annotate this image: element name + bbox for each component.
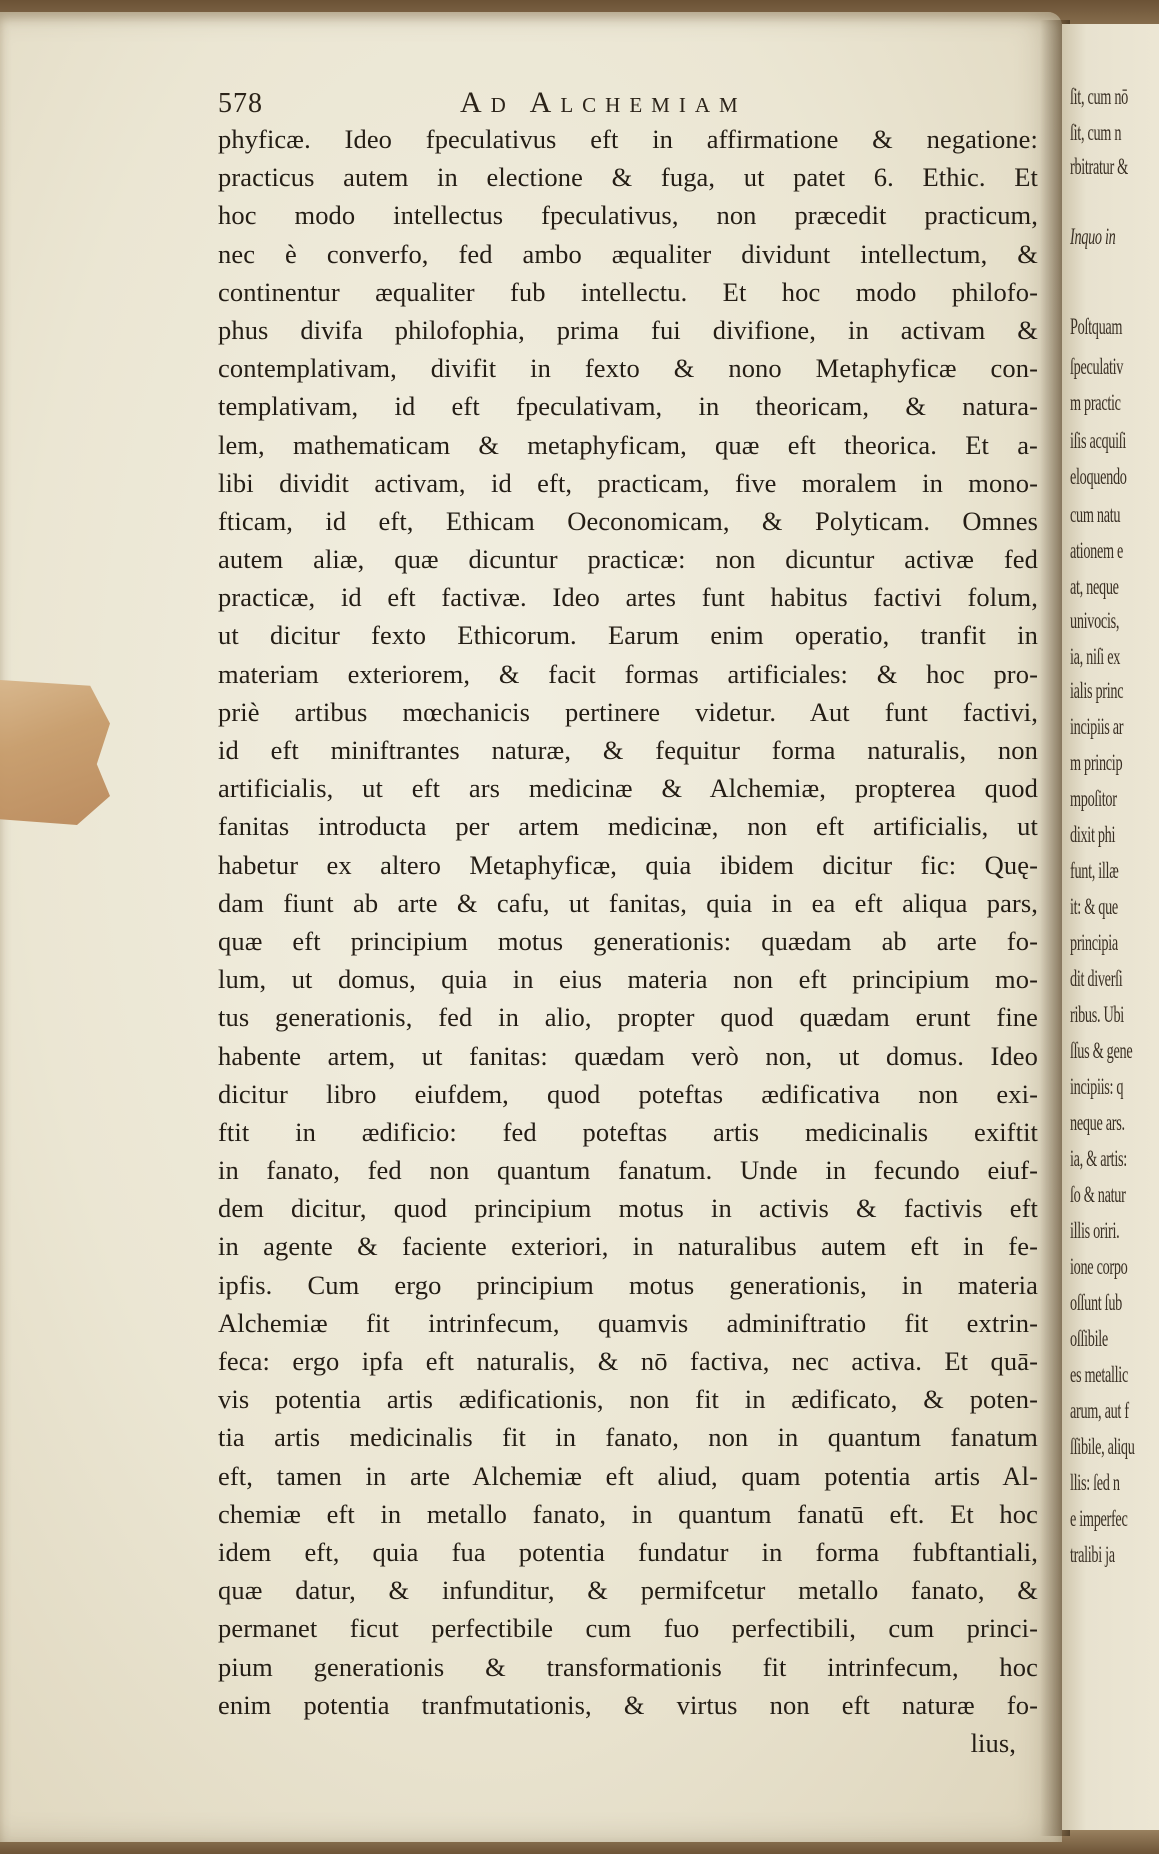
- facing-page-line: ationem e: [1070, 538, 1124, 563]
- text-line: dem dicitur, quod principium motus in activis & factivis eft: [218, 1193, 1038, 1224]
- facing-page-line: llis: ſed n: [1070, 1470, 1120, 1495]
- running-head: [0, 84, 1062, 124]
- facing-page-line: ia, & artis:: [1070, 1146, 1127, 1171]
- facing-page-line: tralibi ja: [1070, 1542, 1115, 1567]
- facing-page-line: m practic: [1070, 390, 1121, 415]
- text-line: enim potentia tranfmutationis, & virtus non eft naturæ fo-: [218, 1689, 1038, 1720]
- facing-page-line: ſo & natur: [1070, 1182, 1126, 1207]
- facing-page-line: ſit, cum nō: [1070, 84, 1128, 109]
- facing-page-line: ſſibile, aliqu: [1070, 1434, 1135, 1459]
- facing-page-line: incipiis: q: [1070, 1074, 1124, 1099]
- text-line: lum, ut domus, quia in eius materia non eft principium mo-: [218, 964, 1038, 995]
- text-line: contemplativam, divifit in fexto & nono Metaphyficæ con-: [218, 353, 1038, 384]
- text-line: materiam exteriorem, & facit formas artificiales: & hoc pro-: [218, 658, 1038, 689]
- text-line: in agente & faciente exteriori, in naturalibus autem eft in fe-: [218, 1231, 1038, 1262]
- text-line: dam fiunt ab arte & cafu, ut fanitas, quia in ea eft aliqua pars,: [218, 887, 1038, 918]
- facing-page-line: dit diverſi: [1070, 966, 1123, 991]
- text-line: phyficæ. Ideo fpeculativus eft in affirmatione & negatione:: [218, 124, 1038, 154]
- text-line: ipfis. Cum ergo principium motus generationis, in materia: [218, 1269, 1038, 1300]
- text-line: fanitas introducta per artem medicinæ, non eft artificialis, ut: [218, 811, 1038, 842]
- text-line: pium generationis & transformationis fit intrinfecum, hoc: [218, 1651, 1038, 1682]
- text-line: vis potentia artis ædificationis, non fit in ædificato, & poten-: [218, 1384, 1038, 1415]
- facing-page-line: Inquo in: [1070, 224, 1116, 249]
- facing-page-line: funt, illæ: [1070, 858, 1119, 883]
- text-line: Alchemiæ fit intrinfecum, quamvis adminiftratio fit extrin-: [218, 1307, 1038, 1338]
- facing-page-line: it: & que: [1070, 894, 1118, 919]
- text-line: lius,: [970, 1727, 1016, 1758]
- text-line: id eft miniftrantes naturæ, & fequitur forma naturalis, non: [218, 735, 1038, 765]
- facing-page-line: iſis acquiſi: [1070, 428, 1127, 453]
- facing-page-line: oſſunt ſub: [1070, 1290, 1122, 1315]
- text-line: chemiæ eft in metallo fanato, in quantum fanatū eft. Et hoc: [218, 1498, 1038, 1529]
- page-number: 578: [218, 88, 263, 119]
- text-line: lem, mathematicam & metaphyficam, quæ eft theorica. Et a-: [218, 429, 1038, 460]
- text-line: idem eft, quia fua potentia fundatur in forma fubftantiali,: [218, 1536, 1038, 1567]
- facing-page-line: at, neque: [1070, 574, 1119, 599]
- text-line: habente artem, ut fanitas: quædam verò non, ut domus. Ideo: [218, 1040, 1038, 1071]
- text-line: quæ datur, & infunditur, & permifcetur metallo fanato, &: [218, 1575, 1038, 1606]
- text-line: autem aliæ, quæ dicuntur practicæ: non dicuntur activæ fed: [218, 544, 1038, 575]
- text-line: ftit in ædificio: fed poteftas artis medicinalis exiftit: [218, 1116, 1038, 1147]
- text-line: hoc modo intellectus fpeculativus, non præcedit practicum,: [218, 200, 1038, 231]
- text-line: nec è converfo, fed ambo æqualiter dividunt intellectum, &: [218, 238, 1038, 269]
- text-line: ut dicitur fexto Ethicorum. Earum enim operatio, tranfit in: [218, 620, 1038, 651]
- text-line: templativam, id eft fpeculativam, in theoricam, & natura-: [218, 391, 1038, 422]
- facing-page-line: rbitratur &: [1070, 154, 1128, 179]
- header-title: Ad Alchemiam: [460, 86, 747, 119]
- facing-page-line: cum natu: [1070, 502, 1121, 527]
- facing-page-line: ſit, cum n: [1070, 120, 1122, 145]
- facing-page-line: es metallic: [1070, 1362, 1128, 1387]
- facing-page-line: ribus. Ubi: [1070, 1002, 1124, 1027]
- text-line: priè artibus mœchanicis pertinere videtur. Aut funt factivi,: [218, 696, 1038, 727]
- text-line: practicus autem in electione & fuga, ut patet 6. Ethic. Et: [218, 162, 1038, 193]
- book-page: [0, 12, 1062, 1842]
- facing-page-line: m princip: [1070, 750, 1123, 775]
- body-text: [218, 120, 1038, 1762]
- text-line: eft, tamen in arte Alchemiæ eft aliud, quam potentia artis Al-: [218, 1460, 1038, 1491]
- facing-page-line: univocis,: [1070, 608, 1120, 633]
- text-line: permanet ficut perfectibile cum fuo perfectibili, cum princi-: [218, 1613, 1038, 1644]
- text-line: continentur æqualiter fub intellectu. Et hoc modo philofo-: [218, 276, 1038, 307]
- facing-page-line: neque ars.: [1070, 1110, 1125, 1135]
- facing-page-edge: [1062, 24, 1159, 1830]
- facing-page-line: eloquendo: [1070, 464, 1127, 489]
- paper-bookmark-slip: [0, 680, 110, 825]
- text-line: libi dividit activam, id eft, practicam, five moralem in mono-: [218, 467, 1038, 498]
- facing-page-line: Poſtquam: [1070, 314, 1123, 339]
- facing-page-line: mpoſitor: [1070, 786, 1117, 811]
- facing-page-line: arum, aut f: [1070, 1398, 1129, 1423]
- text-line: dicitur libro eiufdem, quod poteftas ædificativa non exi-: [218, 1078, 1038, 1109]
- text-line: phus divifa philofophia, prima fui divifione, in activam &: [218, 314, 1038, 345]
- text-line: quæ eft principium motus generationis: quædam ab arte fo-: [218, 925, 1038, 956]
- text-line: fticam, id eft, Ethicam Oeconomicam, & Polyticam. Omnes: [218, 505, 1038, 536]
- facing-page-line: ialis princ: [1070, 678, 1124, 703]
- facing-page-line: dixit phi: [1070, 822, 1116, 847]
- text-line: practicæ, id eft factivæ. Ideo artes funt habitus factivi folum,: [218, 582, 1038, 613]
- facing-page-line: principia: [1070, 930, 1118, 955]
- facing-page-line: e imperfec: [1070, 1506, 1128, 1531]
- facing-page-line: illis oriri.: [1070, 1218, 1120, 1243]
- text-line: habetur ex altero Metaphyficæ, quia ibidem dicitur fic: Quę-: [218, 849, 1038, 880]
- facing-page-line: ia, niſi ex: [1070, 644, 1121, 669]
- text-line: feca: ergo ipfa eft naturalis, & nō factiva, nec activa. Et quā-: [218, 1346, 1038, 1376]
- facing-page-line: oſſibile: [1070, 1326, 1108, 1351]
- text-line: tia artis medicinalis fit in fanato, non in quantum fanatum: [218, 1422, 1038, 1453]
- text-line: artificialis, ut eft ars medicinæ & Alchemiæ, propterea quod: [218, 773, 1038, 804]
- facing-page-line: ione corpo: [1070, 1254, 1128, 1279]
- text-line: in fanato, fed non quantum fanatum. Unde in fecundo eiuf-: [218, 1155, 1038, 1186]
- facing-page-line: ſſus & gene: [1070, 1038, 1133, 1063]
- facing-page-line: ſpeculativ: [1070, 354, 1124, 379]
- facing-page-line: incipiis ar: [1070, 714, 1124, 739]
- text-line: tus generationis, fed in alio, propter quod quædam erunt fine: [218, 1002, 1038, 1033]
